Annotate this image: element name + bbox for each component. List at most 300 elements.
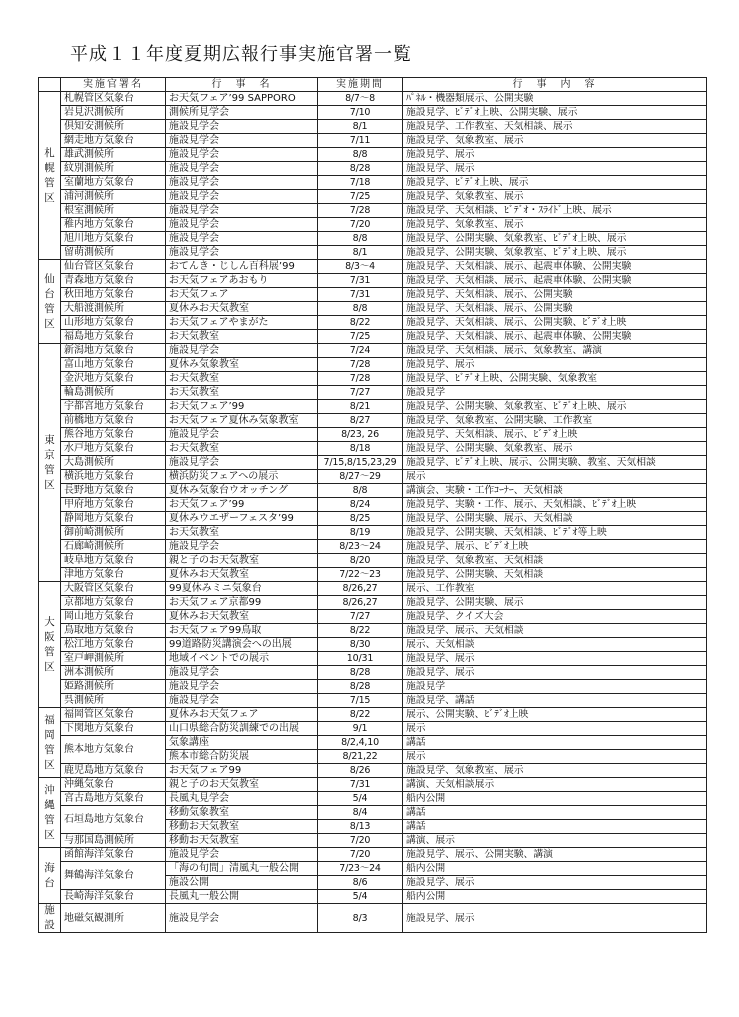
event-cell: お天気フェア99 [166,764,318,778]
office-cell: 室蘭地方気象台 [61,176,166,190]
table-row [39,610,707,624]
period-cell: 8/3 [318,904,403,933]
office-cell: 室戸岬測候所 [61,652,166,666]
content-cell: 施設見学、展示、ﾋﾞﾃﾞｵ上映 [403,540,707,554]
table-row [39,190,707,204]
office-cell: 姫路測候所 [61,680,166,694]
content-cell: 施設見学、展示 [403,666,707,680]
period-cell: 7/23～24 [318,862,403,876]
content-cell: 施設見学、展示 [403,652,707,666]
table-row [39,442,707,456]
table-row [39,568,707,582]
event-cell: 施設見学会 [166,540,318,554]
period-cell: 8/26,27 [318,596,403,610]
office-cell: 熊谷地方気象台 [61,428,166,442]
table-row [39,204,707,218]
event-cell: 夏休みお天気教室 [166,610,318,624]
region-label [39,708,61,778]
content-cell: 施設見学、ﾋﾞﾃﾞｵ上映、公開実験、展示 [403,106,707,120]
content-cell: 施設見学、展示、天気相談 [403,624,707,638]
content-cell: 施設見学、天気相談、ﾋﾞﾃﾞｵ・ｽﾗｲﾄﾞ上映、展示 [403,204,707,218]
period-cell: 8/28 [318,666,403,680]
office-cell: 横浜地方気象台 [61,470,166,484]
event-cell: 施設見学会 [166,694,318,708]
office-cell: 山形地方気象台 [61,316,166,330]
event-cell: お天気教室 [166,330,318,344]
period-cell: 7/25 [318,330,403,344]
content-cell: 施設見学、ﾋﾞﾃﾞｵ上映、展示、公開実験、教室、天気相談 [403,456,707,470]
period-cell: 7/28 [318,372,403,386]
table-row [39,652,707,666]
content-cell: 展示、公開実験、ﾋﾞﾃﾞｵ上映 [403,708,707,722]
period-cell: 7/20 [318,848,403,862]
office-cell: 岐阜地方気象台 [61,554,166,568]
event-cell: 熊本市総合防災展 [166,750,318,764]
table-row [39,596,707,610]
content-cell: 展示 [403,750,707,764]
header-row [39,78,707,92]
content-cell: 施設見学、天気相談、展示、ﾋﾞﾃﾞｵ上映 [403,428,707,442]
event-cell: 地域イベントでの展示 [166,652,318,666]
office-cell: 留萌測候所 [61,246,166,260]
event-cell: お天気教室 [166,372,318,386]
period-cell: 7/24 [318,344,403,358]
event-cell: お天気フェア夏休み気象教室 [166,414,318,428]
table-row [39,904,707,933]
event-cell: 施設見学会 [166,204,318,218]
period-cell: 7/25 [318,190,403,204]
content-cell: 施設見学、天気相談、展示、公開実験 [403,302,707,316]
region-label [39,848,61,904]
event-cell: 山口県総合防災訓練での出展 [166,722,318,736]
content-cell: 施設見学、天気相談、展示、公開実験、ﾋﾞﾃﾞｵ上映 [403,316,707,330]
event-cell: お天気教室 [166,442,318,456]
event-cell: 施設見学会 [166,848,318,862]
period-cell: 8/21 [318,400,403,414]
table-row [39,540,707,554]
event-cell: 夏休みお天気教室 [166,568,318,582]
office-cell: 岡山地方気象台 [61,610,166,624]
office-cell: 紋別測候所 [61,162,166,176]
table-row [39,484,707,498]
event-cell: 移動お天気教室 [166,820,318,834]
table-row [39,162,707,176]
header-office: 実施官署名 [61,78,166,92]
office-cell: 大島測候所 [61,456,166,470]
table-row [39,582,707,596]
event-cell: 移動気象教室 [166,806,318,820]
table-row [39,330,707,344]
period-cell: 8/20 [318,554,403,568]
office-cell: 雄武測候所 [61,148,166,162]
table-row [39,778,707,792]
period-cell: 5/4 [318,792,403,806]
content-cell: 施設見学、公開実験、天気相談、ﾋﾞﾃﾞｵ等上映 [403,526,707,540]
event-cell: 施設見学会 [166,120,318,134]
period-cell: 8/8 [318,232,403,246]
event-cell: 施設見学会 [166,232,318,246]
period-cell: 5/4 [318,890,403,904]
period-cell: 8/2,4,10 [318,736,403,750]
office-cell: 富山地方気象台 [61,358,166,372]
period-cell: 7/22～23 [318,568,403,582]
event-cell: 横浜防災フェアへの展示 [166,470,318,484]
period-cell: 8/8 [318,302,403,316]
period-cell: 7/31 [318,274,403,288]
event-cell: お天気フェア’99 SAPPORO [166,92,318,106]
period-cell: 8/18 [318,442,403,456]
table-row [39,512,707,526]
office-cell: 長野地方気象台 [61,484,166,498]
table-row [39,736,707,750]
table-row [39,316,707,330]
event-cell: 施設見学会 [166,134,318,148]
region-label [39,582,61,708]
region-label [39,778,61,848]
event-cell: 施設見学会 [166,666,318,680]
office-cell: 御前崎測候所 [61,526,166,540]
page-title: 平成１１年度夏期広報行事実施官署一覧 [70,44,412,65]
table-row [39,386,707,400]
header-event: 行 事 名 [166,78,318,92]
content-cell: ﾊﾟﾈﾙ・機器類展示、公開実験 [403,92,707,106]
region-label [39,344,61,582]
content-cell: 施設見学、ﾋﾞﾃﾞｵ上映、展示 [403,176,707,190]
content-cell: 施設見学、天気相談、展示、起震車体験、公開実験 [403,330,707,344]
period-cell: 8/8 [318,484,403,498]
event-cell: 夏休み気象教室 [166,358,318,372]
period-cell: 8/22 [318,624,403,638]
event-cell: 施設見学会 [166,428,318,442]
event-cell: お天気フェア’99 [166,400,318,414]
table-row [39,120,707,134]
office-cell: 福岡管区気象台 [61,708,166,722]
content-cell: 施設見学、天気相談、展示、起震車体験、公開実験 [403,260,707,274]
event-cell: 気象講座 [166,736,318,750]
event-cell: お天気フェア京都99 [166,596,318,610]
content-cell: 施設見学、公開実験、気象教室、ﾋﾞﾃﾞｵ上映、展示 [403,246,707,260]
content-cell: 講話 [403,820,707,834]
content-cell: 施設見学、気象教室、天気相談 [403,554,707,568]
event-cell: 施設見学会 [166,190,318,204]
table-row [39,400,707,414]
office-cell: 宇都宮地方気象台 [61,400,166,414]
period-cell: 10/31 [318,652,403,666]
content-cell: 施設見学、展示、公開実験、講演 [403,848,707,862]
content-cell: 船内公開 [403,862,707,876]
table-row [39,260,707,274]
table-row [39,470,707,484]
table-row [39,414,707,428]
period-cell: 7/11 [318,134,403,148]
table-row [39,358,707,372]
office-cell: 札幌管区気象台 [61,92,166,106]
event-cell: 施設見学会 [166,344,318,358]
table-row [39,176,707,190]
event-cell: 測候所見学会 [166,106,318,120]
content-cell: 施設見学、実験・工作、展示、天気相談、ﾋﾞﾃﾞｵ上映 [403,498,707,512]
office-cell: 沖縄気象台 [61,778,166,792]
content-cell: 展示 [403,722,707,736]
office-cell: 青森地方気象台 [61,274,166,288]
office-cell: 新潟地方気象台 [61,344,166,358]
office-cell: 下関地方気象台 [61,722,166,736]
period-cell: 8/1 [318,246,403,260]
content-cell: 施設見学、天気相談、展示、気象教室、講演 [403,344,707,358]
region-label [39,260,61,344]
event-cell: 長風丸見学会 [166,792,318,806]
region-name: 大 阪 管 区 [44,615,55,673]
content-cell: 展示 [403,470,707,484]
period-cell: 8/13 [318,820,403,834]
period-cell: 8/25 [318,512,403,526]
content-cell: 施設見学、ﾋﾞﾃﾞｵ上映、公開実験、気象教室 [403,372,707,386]
event-cell: お天気フェア’99 [166,498,318,512]
content-cell: 施設見学、展示 [403,876,707,890]
event-cell: お天気フェア99鳥取 [166,624,318,638]
table-body [39,92,707,933]
office-cell: 津地方気象台 [61,568,166,582]
table-row [39,890,707,904]
region-name: 東 京 管 区 [44,433,55,491]
event-cell: 99夏休みミニ気象台 [166,582,318,596]
event-cell: 施設見学会 [166,680,318,694]
content-cell: 施設見学、気象教室、展示 [403,134,707,148]
event-cell: 施設見学会 [166,176,318,190]
office-cell: 金沢地方気象台 [61,372,166,386]
content-cell: 施設見学、工作教室、天気相談、展示 [403,120,707,134]
event-cell: 夏休みお天気フェア [166,708,318,722]
table-row [39,92,707,106]
content-cell: 施設見学、気象教室、公開実験、工作教室 [403,414,707,428]
header-region [39,78,61,92]
period-cell: 8/8 [318,148,403,162]
event-cell: 施設見学会 [166,456,318,470]
region-name: 海 台 [44,861,55,889]
content-cell: 施設見学、天気相談、展示、公開実験 [403,288,707,302]
table-row [39,666,707,680]
content-cell: 施設見学、クイズ大会 [403,610,707,624]
event-cell: 99道路防災講演会への出展 [166,638,318,652]
period-cell: 8/6 [318,876,403,890]
content-cell: 施設見学、公開実験、天気相談 [403,568,707,582]
period-cell: 7/15,8/15,23,29 [318,456,403,470]
content-cell: 船内公開 [403,792,707,806]
office-cell: 宮古島地方気象台 [61,792,166,806]
office-cell: 網走地方気象台 [61,134,166,148]
content-cell: 施設見学、気象教室、展示 [403,218,707,232]
office-cell: 根室測候所 [61,204,166,218]
content-cell: 施設見学、天気相談、展示、起震車体験、公開実験 [403,274,707,288]
period-cell: 7/31 [318,778,403,792]
table-row [39,638,707,652]
table-row [39,288,707,302]
table-row [39,302,707,316]
period-cell: 8/22 [318,316,403,330]
table-row [39,526,707,540]
period-cell: 9/1 [318,722,403,736]
content-cell: 講演、展示 [403,834,707,848]
region-name: 沖 縄 管 区 [44,783,55,841]
period-cell: 8/3～4 [318,260,403,274]
period-cell: 8/21,22 [318,750,403,764]
content-cell: 講演会、実験・工作ｺｰﾅｰ、天気相談 [403,484,707,498]
period-cell: 7/27 [318,386,403,400]
region-label [39,904,61,933]
region-label [39,92,61,260]
event-cell: お天気フェア [166,288,318,302]
event-cell: 夏休みお天気教室 [166,302,318,316]
office-cell: 石廊崎測候所 [61,540,166,554]
content-cell: 講話 [403,806,707,820]
event-cell: 「海の旬間」清風丸一般公開 [166,862,318,876]
office-cell: 与那国島測候所 [61,834,166,848]
event-cell: 施設見学会 [166,904,318,933]
office-cell: 前橋地方気象台 [61,414,166,428]
content-cell: 施設見学、気象教室、展示 [403,190,707,204]
office-cell: 岩見沢測候所 [61,106,166,120]
event-cell: 夏休みウエザーフェスタ’99 [166,512,318,526]
table-row [39,428,707,442]
content-cell: 船内公開 [403,890,707,904]
region-name: 札 幌 管 区 [44,146,55,204]
period-cell: 8/28 [318,680,403,694]
table-row [39,106,707,120]
table-row [39,372,707,386]
region-name: 仙 台 管 区 [44,272,55,330]
table-row [39,680,707,694]
period-cell: 8/22 [318,708,403,722]
content-cell: 展示、天気相談 [403,638,707,652]
office-cell: 京都地方気象台 [61,596,166,610]
event-cell: 長風丸一般公開 [166,890,318,904]
office-cell: 静岡地方気象台 [61,512,166,526]
office-cell: 松江地方気象台 [61,638,166,652]
content-cell: 施設見学、気象教室、展示 [403,764,707,778]
table-row [39,694,707,708]
period-cell: 7/20 [318,218,403,232]
period-cell: 8/4 [318,806,403,820]
events-table [38,77,707,933]
period-cell: 8/30 [318,638,403,652]
period-cell: 8/7～8 [318,92,403,106]
office-cell: 大船渡測候所 [61,302,166,316]
office-cell: 洲本測候所 [61,666,166,680]
content-cell: 施設見学、展示 [403,358,707,372]
period-cell: 7/15 [318,694,403,708]
content-cell: 施設見学、公開実験、展示 [403,596,707,610]
period-cell: 7/28 [318,358,403,372]
table-row [39,554,707,568]
period-cell: 7/20 [318,834,403,848]
office-cell: 大阪管区気象台 [61,582,166,596]
office-cell: 舞鶴海洋気象台 [61,862,166,890]
office-cell: 稚内地方気象台 [61,218,166,232]
office-cell: 甲府地方気象台 [61,498,166,512]
event-cell: 親と子のお天気教室 [166,778,318,792]
table-row [39,232,707,246]
period-cell: 8/26 [318,764,403,778]
content-cell: 施設見学、展示 [403,148,707,162]
header-content: 行 事 内 容 [403,78,707,92]
office-cell: 石垣島地方気象台 [61,806,166,834]
table-row [39,806,707,820]
period-cell: 8/28 [318,162,403,176]
table-row [39,456,707,470]
header-period: 実施期間 [318,78,403,92]
period-cell: 8/23～24 [318,540,403,554]
event-cell: お天気教室 [166,386,318,400]
office-cell: 鳥取地方気象台 [61,624,166,638]
content-cell: 施設見学 [403,680,707,694]
table-row [39,722,707,736]
content-cell: 施設見学 [403,386,707,400]
table-row [39,708,707,722]
office-cell: 輪島測候所 [61,386,166,400]
office-cell: 熊本地方気象台 [61,736,166,764]
content-cell: 施設見学、展示 [403,904,707,933]
period-cell: 8/26,27 [318,582,403,596]
office-cell: 浦河測候所 [61,190,166,204]
event-cell: 施設見学会 [166,162,318,176]
event-cell: 施設公開 [166,876,318,890]
period-cell: 8/23, 26 [318,428,403,442]
table-row [39,792,707,806]
event-cell: おてんき・じしん百科展’99 [166,260,318,274]
content-cell: 施設見学、公開実験、気象教室、展示 [403,442,707,456]
region-name: 施 設 [44,904,55,931]
content-cell: 講演、天気相談展示 [403,778,707,792]
office-cell: 長崎海洋気象台 [61,890,166,904]
event-cell: 夏休み気象台ウオッチング [166,484,318,498]
table-row [39,218,707,232]
office-cell: 函館海洋気象台 [61,848,166,862]
table-row [39,834,707,848]
table-row [39,246,707,260]
table-row [39,862,707,876]
office-cell: 仙台管区気象台 [61,260,166,274]
period-cell: 7/27 [318,610,403,624]
event-cell: 親と子のお天気教室 [166,554,318,568]
period-cell: 8/27 [318,414,403,428]
period-cell: 8/19 [318,526,403,540]
office-cell: 福島地方気象台 [61,330,166,344]
period-cell: 7/18 [318,176,403,190]
period-cell: 7/31 [318,288,403,302]
table-row [39,134,707,148]
content-cell: 施設見学、展示 [403,162,707,176]
event-cell: 施設見学会 [166,218,318,232]
event-cell: お天気フェアやまがた [166,316,318,330]
office-cell: 地磁気観測所 [61,904,166,933]
event-cell: 施設見学会 [166,148,318,162]
content-cell: 施設見学、公開実験、気象教室、ﾋﾞﾃﾞｵ上映、展示 [403,400,707,414]
table-row [39,848,707,862]
table-row [39,764,707,778]
office-cell: 呉測候所 [61,694,166,708]
content-cell: 施設見学、講話 [403,694,707,708]
table-row [39,498,707,512]
period-cell: 8/1 [318,120,403,134]
region-name: 福 岡 管 区 [44,713,55,771]
event-cell: 施設見学会 [166,246,318,260]
period-cell: 7/10 [318,106,403,120]
content-cell: 施設見学、公開実験、気象教室、ﾋﾞﾃﾞｵ上映、展示 [403,232,707,246]
office-cell: 鹿児島地方気象台 [61,764,166,778]
office-cell: 水戸地方気象台 [61,442,166,456]
content-cell: 施設見学、公開実験、展示、天気相談 [403,512,707,526]
event-cell: お天気教室 [166,526,318,540]
